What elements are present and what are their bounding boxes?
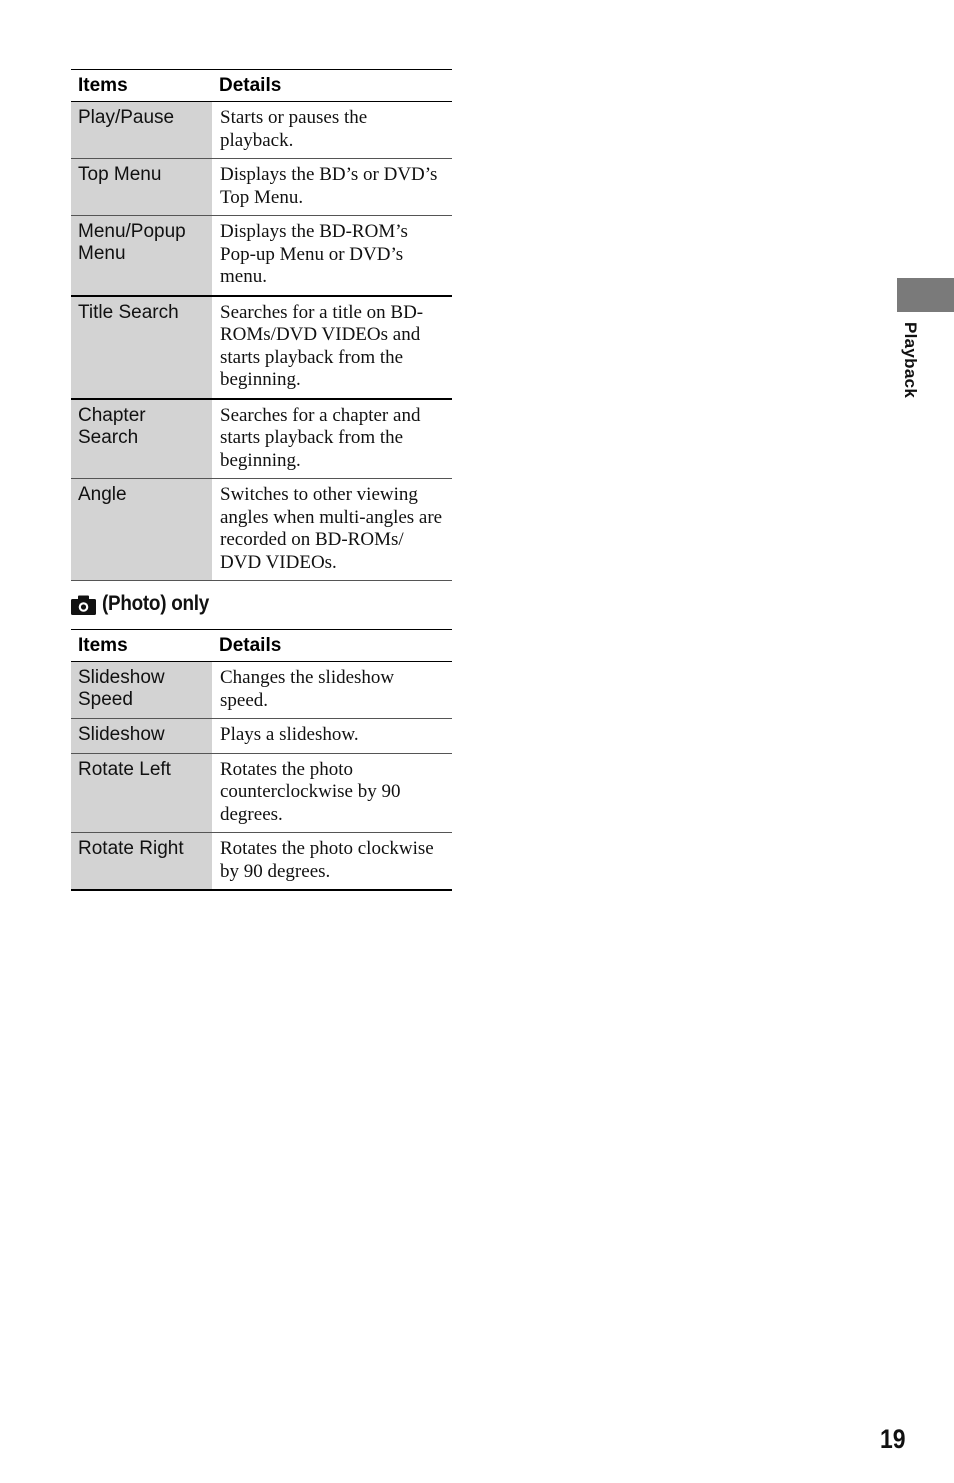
table-row: [71, 753, 452, 833]
chapter-tab-text: Playback: [901, 322, 920, 399]
table-row: [71, 102, 452, 159]
item-cell: Play/Pause: [71, 102, 212, 159]
header-details: Details: [219, 75, 282, 96]
table-row: [71, 399, 452, 479]
header-items: Items: [78, 635, 128, 656]
table-row: [71, 479, 452, 581]
detail-cell: Searches for a chapter and starts playback from the beginning.: [220, 404, 421, 471]
detail-cell: Changes the slideshow speed.: [220, 667, 395, 711]
table-header-row: [71, 630, 452, 662]
item-cell: Slideshow: [71, 719, 212, 754]
table-row: [71, 216, 452, 296]
table-row: [71, 719, 452, 754]
photo-only-heading: [71, 590, 221, 618]
camera-icon: [71, 595, 96, 615]
detail-cell: Displays the BD’s or DVD’s Top Menu.: [220, 164, 438, 208]
item-cell: Angle: [71, 479, 212, 581]
table-row: [71, 662, 452, 719]
detail-cell: Rotates the photo clockwise by 90 degrees.: [220, 838, 434, 882]
table-row: [71, 159, 452, 216]
header-items: Items: [78, 75, 128, 96]
section-title: (Photo) only: [102, 592, 209, 615]
item-cell: Menu/Popup Menu: [71, 216, 212, 296]
detail-cell: Starts or pauses the playback.: [220, 107, 368, 151]
table-row: [71, 833, 452, 891]
chapter-tab-label: [897, 322, 923, 402]
detail-cell: Displays the BD-ROM’s Pop-up Menu or DVD’s menu.: [220, 221, 408, 287]
photo-options-table: [71, 629, 452, 891]
item-cell: Rotate Right: [71, 833, 212, 891]
detail-cell: Rotates the photo counterclockwise by 90 degrees.: [220, 758, 401, 825]
detail-cell: Plays a slideshow.: [220, 724, 359, 745]
item-cell: Chapter Search: [71, 399, 212, 479]
item-cell: Title Search: [71, 296, 212, 399]
header-details: Details: [219, 635, 282, 656]
page-number: 19: [880, 1424, 906, 1454]
playback-options-table: [71, 69, 452, 581]
item-cell: Slideshow Speed: [71, 662, 212, 719]
detail-cell: Switches to other viewing angles when multi-angles are recorded on BD-ROMs/ DVD VIDEOs.: [220, 484, 443, 573]
chapter-tab-marker: [897, 278, 954, 312]
table-row: [71, 296, 452, 399]
item-cell: Top Menu: [71, 159, 212, 216]
item-cell: Rotate Left: [71, 753, 212, 833]
table-header-row: [71, 70, 452, 102]
detail-cell: Searches for a title on BD-ROMs/DVD VIDEOs and starts playback from the beginning.: [220, 301, 424, 390]
